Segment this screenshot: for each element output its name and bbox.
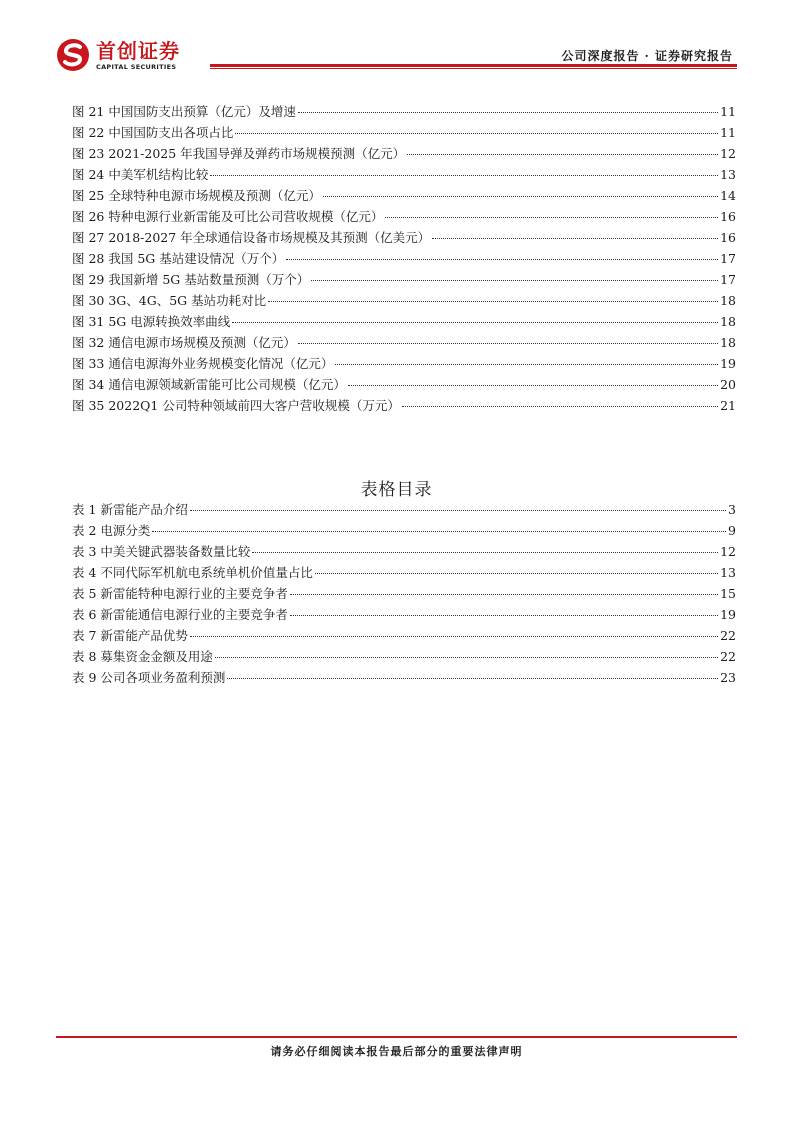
table-toc-entry[interactable] bbox=[72, 646, 736, 667]
toc-dot-leader bbox=[227, 677, 718, 679]
toc-page-number: 15 bbox=[720, 586, 736, 601]
report-type-label: 公司深度报告 · 证券研究报告 bbox=[561, 49, 733, 63]
toc-page-number: 22 bbox=[720, 628, 736, 643]
toc-entry-label: 表 1 新雷能产品介绍 bbox=[72, 502, 188, 517]
figure-toc-entry[interactable] bbox=[72, 269, 736, 290]
figure-toc-entry[interactable] bbox=[72, 227, 736, 248]
toc-dot-leader bbox=[190, 635, 718, 637]
page-header bbox=[0, 0, 793, 80]
header-rule-thin bbox=[210, 68, 737, 69]
figure-toc-entry[interactable] bbox=[72, 185, 736, 206]
toc-page-number: 19 bbox=[720, 356, 736, 371]
toc-page-number: 18 bbox=[720, 314, 736, 329]
logo-chinese-name: 首创证券 bbox=[96, 39, 180, 63]
toc-entry-label: 图 24 中美军机结构比较 bbox=[72, 167, 209, 182]
toc-page-number: 14 bbox=[720, 188, 736, 203]
toc-page-number: 23 bbox=[720, 670, 736, 685]
toc-entry-label: 表 2 电源分类 bbox=[72, 523, 151, 538]
toc-entry-label: 图 27 2018-2027 年全球通信设备市场规模及其预测（亿美元） bbox=[72, 230, 431, 245]
figure-toc-entry[interactable] bbox=[72, 143, 736, 164]
toc-page-number: 18 bbox=[720, 293, 736, 308]
toc-dot-leader bbox=[432, 237, 718, 239]
toc-page-number: 22 bbox=[720, 649, 736, 664]
toc-dot-leader bbox=[290, 593, 718, 595]
toc-dot-leader bbox=[402, 405, 718, 407]
toc-entry-label: 图 26 特种电源行业新雷能及可比公司营收规模（亿元） bbox=[72, 209, 384, 224]
toc-dot-leader bbox=[335, 363, 718, 365]
figure-toc-entry[interactable] bbox=[72, 290, 736, 311]
toc-dot-leader bbox=[348, 384, 718, 386]
table-toc-entry[interactable] bbox=[72, 604, 736, 625]
figure-toc-entry[interactable] bbox=[72, 353, 736, 374]
toc-page-number: 18 bbox=[720, 335, 736, 350]
header-rule bbox=[210, 64, 737, 67]
toc-dot-leader bbox=[298, 111, 718, 113]
toc-entry-label: 图 32 通信电源市场规模及预测（亿元） bbox=[72, 335, 296, 350]
toc-page-number: 17 bbox=[720, 251, 736, 266]
table-toc-title: 表格目录 bbox=[360, 480, 433, 500]
toc-dot-leader bbox=[315, 572, 718, 574]
toc-dot-leader bbox=[232, 321, 718, 323]
toc-entry-label: 图 28 我国 5G 基站建设情况（万个） bbox=[72, 251, 285, 266]
toc-entry-label: 图 21 中国国防支出预算（亿元）及增速 bbox=[72, 104, 296, 119]
logo-english-name: CAPITAL SECURITIES bbox=[96, 63, 177, 71]
table-toc-entry[interactable] bbox=[72, 583, 736, 604]
toc-entry-label: 图 25 全球特种电源市场规模及预测（亿元） bbox=[72, 188, 321, 203]
table-toc-entry[interactable] bbox=[72, 625, 736, 646]
figure-toc-entry[interactable] bbox=[72, 206, 736, 227]
toc-page-number: 20 bbox=[720, 377, 736, 392]
toc-page-number: 19 bbox=[720, 607, 736, 622]
toc-entry-label: 表 8 募集资金金额及用途 bbox=[72, 649, 213, 664]
figure-toc-entry[interactable] bbox=[72, 164, 736, 185]
toc-dot-leader bbox=[290, 614, 718, 616]
toc-dot-leader bbox=[407, 153, 718, 155]
figure-toc-entry[interactable] bbox=[72, 395, 736, 416]
toc-dot-leader bbox=[311, 279, 718, 281]
figure-toc-entry[interactable] bbox=[72, 332, 736, 353]
figure-toc-entry[interactable] bbox=[72, 122, 736, 143]
toc-entry-label: 图 30 3G、4G、5G 基站功耗对比 bbox=[72, 293, 267, 308]
table-toc-entry[interactable] bbox=[72, 541, 736, 562]
figure-toc-entry[interactable] bbox=[72, 248, 736, 269]
toc-dot-leader bbox=[215, 656, 718, 658]
toc-dot-leader bbox=[210, 174, 718, 176]
toc-entry-label: 表 6 新雷能通信电源行业的主要竞争者 bbox=[72, 607, 288, 622]
toc-page-number: 16 bbox=[720, 230, 736, 245]
toc-page-number: 12 bbox=[720, 146, 736, 161]
company-logo bbox=[56, 38, 180, 72]
toc-page-number: 16 bbox=[720, 209, 736, 224]
footer-rule bbox=[56, 1036, 737, 1038]
toc-page-number: 11 bbox=[720, 125, 736, 140]
toc-dot-leader bbox=[252, 551, 718, 553]
toc-dot-leader bbox=[235, 132, 718, 134]
toc-page-number: 12 bbox=[720, 544, 736, 559]
toc-dot-leader bbox=[190, 509, 726, 511]
toc-page-number: 21 bbox=[720, 398, 736, 413]
toc-dot-leader bbox=[286, 258, 718, 260]
figure-toc-entry[interactable] bbox=[72, 374, 736, 395]
toc-entry-label: 表 7 新雷能产品优势 bbox=[72, 628, 188, 643]
toc-dot-leader bbox=[385, 216, 718, 218]
toc-entry-label: 图 33 通信电源海外业务规模变化情况（亿元） bbox=[72, 356, 334, 371]
toc-entry-label: 图 35 2022Q1 公司特种领域前四大客户营收规模（万元） bbox=[72, 398, 400, 413]
figure-toc-entry[interactable] bbox=[72, 311, 736, 332]
figure-toc-list bbox=[72, 101, 736, 416]
toc-entry-label: 图 29 我国新增 5G 基站数量预测（万个） bbox=[72, 272, 310, 287]
table-toc-list bbox=[72, 499, 736, 688]
table-toc-entry[interactable] bbox=[72, 562, 736, 583]
toc-entry-label: 表 9 公司各项业务盈利预测 bbox=[72, 670, 226, 685]
toc-entry-label: 图 31 5G 电源转换效率曲线 bbox=[72, 314, 231, 329]
toc-dot-leader bbox=[268, 300, 718, 302]
toc-page-number: 9 bbox=[728, 523, 736, 538]
toc-entry-label: 图 34 通信电源领域新雷能可比公司规模（亿元） bbox=[72, 377, 346, 392]
table-toc-entry[interactable] bbox=[72, 667, 736, 688]
toc-entry-label: 表 4 不同代际军机航电系统单机价值量占比 bbox=[72, 565, 313, 580]
toc-dot-leader bbox=[323, 195, 718, 197]
toc-entry-label: 图 22 中国国防支出各项占比 bbox=[72, 125, 234, 140]
toc-dot-leader bbox=[298, 342, 718, 344]
toc-page-number: 13 bbox=[720, 167, 736, 182]
toc-dot-leader bbox=[152, 530, 726, 532]
toc-page-number: 13 bbox=[720, 565, 736, 580]
table-toc-entry[interactable] bbox=[72, 499, 736, 520]
toc-page-number: 17 bbox=[720, 272, 736, 287]
toc-page-number: 3 bbox=[728, 502, 736, 517]
toc-entry-label: 表 3 中美关键武器装备数量比较 bbox=[72, 544, 251, 559]
logo-emblem-icon bbox=[56, 38, 90, 72]
table-toc-entry[interactable] bbox=[72, 520, 736, 541]
toc-page-number: 11 bbox=[720, 104, 736, 119]
figure-toc-entry[interactable] bbox=[72, 101, 736, 122]
toc-entry-label: 图 23 2021-2025 年我国导弹及弹药市场规模预测（亿元） bbox=[72, 146, 406, 161]
footer-disclaimer: 请务必仔细阅读本报告最后部分的重要法律声明 bbox=[270, 1045, 523, 1058]
toc-entry-label: 表 5 新雷能特种电源行业的主要竞争者 bbox=[72, 586, 288, 601]
